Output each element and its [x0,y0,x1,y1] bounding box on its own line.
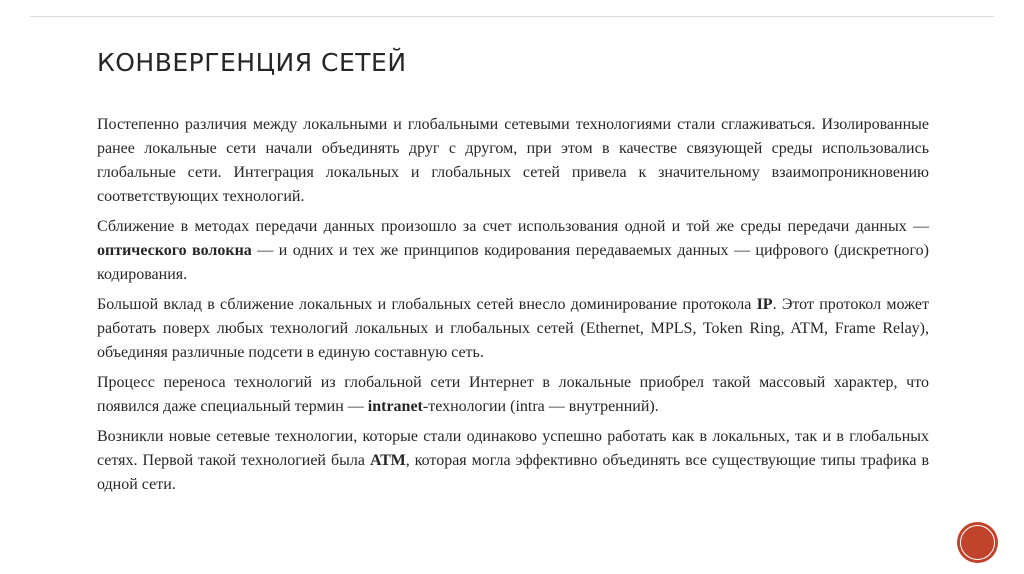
text-run: -технологии (intra — внутренний). [422,398,659,415]
paragraph [97,293,929,365]
paragraph [97,215,929,287]
text-run: Большой вклад в сближение локальных и глобальных сетей внесло доминирование протокола [97,296,757,313]
emphasized-term: IP [756,296,773,313]
text-run: . Этот протокол может работать поверх любых технологий локальных и глобальных сетей (Ethernet, MPLS, Token Ring, ATM, Frame Relay), объединяя различные подсети в единую составную сеть. [97,296,930,361]
paragraph [97,113,929,209]
paragraph [97,371,929,419]
text-run: , которая могла эффективно объединять все существующие типы трафика в одной сети. [97,452,930,493]
slide-title: КОНВЕРГЕНЦИЯ СЕТЕЙ [97,48,407,77]
text-run: Возникли новые сетевые технологии, которые стали одинаково успешно работать как в локальных, так и в глобальных сетях. Первой такой технологией была [97,428,929,469]
paragraph [97,425,929,497]
emphasized-term: АТМ [369,452,406,469]
slide-body [97,113,929,503]
badge-ring-decoration [960,525,995,560]
emphasized-term: оптического волокна [97,242,252,259]
text-run: Процесс переноса технологий из глобальной сети Интернет в локальные приобрел такой массовый характер, что появился даже специальный термин — [97,374,929,415]
text-run: — и одних и тех же принципов кодирования передаваемых данных — цифрового (дискретного) кодирования. [97,242,930,283]
text-run: Сближение в методах передачи данных произошло за счет использования одной и той же среды передачи данных — [97,218,929,235]
slide-corner-badge [957,522,998,563]
emphasized-term: intranet [367,398,423,415]
top-divider [30,16,994,17]
text-run: Постепенно различия между локальными и глобальными сетевыми технологиями стали сглаживаться. Изолированные ранее локальные сети начали объединять друг с другом, при этом в качестве связующей среды использовались глобальные сети. Интеграция локальных и глобальных сетей привела к значительному взаимопроникновению соответствующих технологий. [97,116,929,205]
